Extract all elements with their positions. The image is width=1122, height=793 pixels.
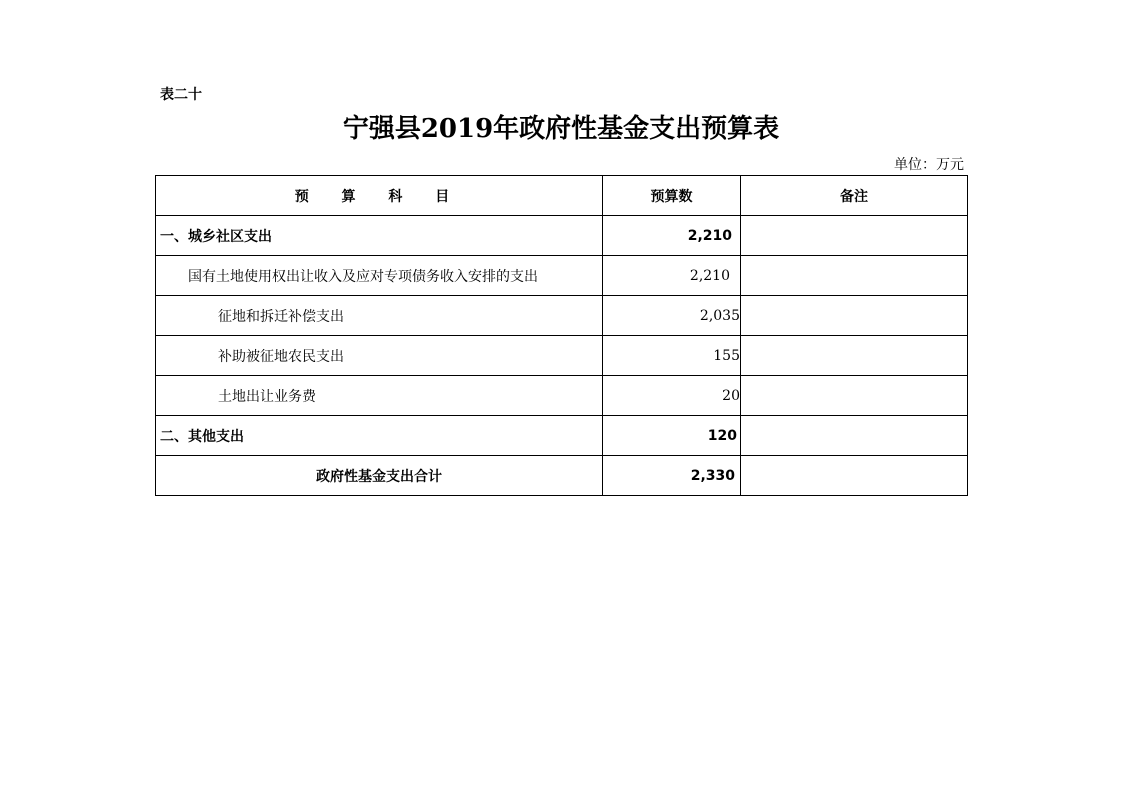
budget-table xyxy=(155,175,968,496)
table-row xyxy=(156,416,968,456)
row-amount: 120 xyxy=(603,416,741,456)
column-header-note: 备注 xyxy=(741,176,968,216)
row-note xyxy=(741,416,968,456)
table-code: 表二十 xyxy=(160,87,202,103)
table-row xyxy=(156,216,968,256)
row-note xyxy=(741,256,968,296)
row-note xyxy=(741,376,968,416)
table-row xyxy=(156,256,968,296)
row-amount: 20 xyxy=(603,376,741,416)
column-header-subject: 预 算 科 目 xyxy=(156,176,603,216)
row-subject: 征地和拆迁补偿支出 xyxy=(156,296,603,336)
row-subject: 土地出让业务费 xyxy=(156,376,603,416)
table-row xyxy=(156,376,968,416)
total-amount: 2,330 xyxy=(603,456,741,496)
table-row xyxy=(156,296,968,336)
total-note xyxy=(741,456,968,496)
total-label: 政府性基金支出合计 xyxy=(156,456,603,496)
row-note xyxy=(741,336,968,376)
page-title: 宁强县2019年政府性基金支出预算表 xyxy=(342,114,780,144)
table-header-row xyxy=(156,176,968,216)
table-row xyxy=(156,336,968,376)
row-amount: 155 xyxy=(603,336,741,376)
row-amount: 2,035 xyxy=(603,296,741,336)
row-subject: 国有土地使用权出让收入及应对专项债务收入安排的支出 xyxy=(156,256,603,296)
row-amount: 2,210 xyxy=(603,256,741,296)
unit-label: 单位：万元 xyxy=(894,157,964,173)
row-amount: 2,210 xyxy=(603,216,741,256)
row-note xyxy=(741,296,968,336)
total-row xyxy=(156,456,968,496)
row-subject: 补助被征地农民支出 xyxy=(156,336,603,376)
row-subject: 一、城乡社区支出 xyxy=(156,216,603,256)
row-subject: 二、其他支出 xyxy=(156,416,603,456)
row-note xyxy=(741,216,968,256)
column-header-amount: 预算数 xyxy=(603,176,741,216)
